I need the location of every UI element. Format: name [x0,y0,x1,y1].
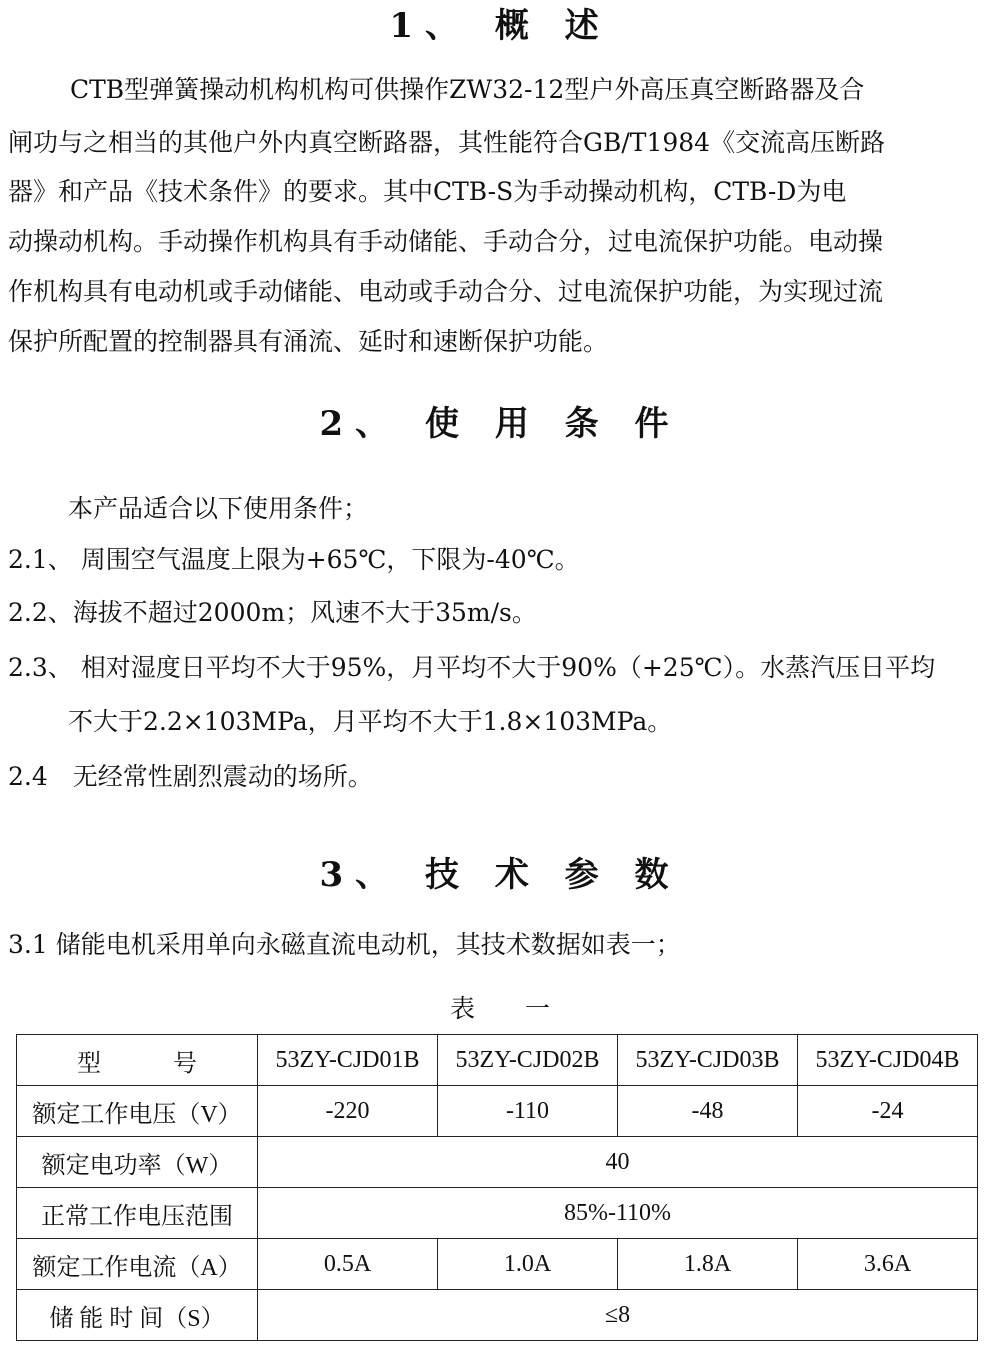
voltage-cell: -24 [798,1086,978,1137]
model-cell: 53ZY-CJD02B [438,1035,618,1086]
overview-line-3: 器》和产品《技术条件》的要求。其中CTB-S为手动操动机构，CTB-D为电 [8,177,847,206]
table-row [17,1239,978,1290]
model-cell: 53ZY-CJD01B [258,1035,438,1086]
condition-2-1: 2.1、 周围空气温度上限为+65℃，下限为-40℃。 [8,545,580,574]
conditions-intro: 本产品适合以下使用条件； [68,494,369,523]
time-cell: ≤8 [258,1290,978,1341]
condition-2-3-cont: 不大于2.2×103MPa，月平均不大于1.8×103MPa。 [68,707,673,736]
condition-2-3: 2.3、 相对湿度日平均不大于95%，月平均不大于90%（+25℃）。水蒸汽压日平均 [8,653,936,682]
model-cell: 53ZY-CJD03B [618,1035,798,1086]
current-cell: 1.0A [438,1239,618,1290]
current-cell: 3.6A [798,1239,978,1290]
table-row [17,1137,978,1188]
table-row [17,1188,978,1239]
range-label: 正常工作电压范围 [17,1188,258,1239]
table-row [17,1290,978,1341]
power-cell: 40 [258,1137,978,1188]
section-title-conditions: 2、 使 用 条 件 [319,404,681,444]
table-caption: 表 一 [449,994,550,1023]
model-cell: 53ZY-CJD04B [798,1035,978,1086]
current-cell: 1.8A [618,1239,798,1290]
voltage-label: 额定工作电压（V） [17,1086,258,1137]
power-label: 额定电功率（W） [17,1137,258,1188]
voltage-cell: -220 [258,1086,438,1137]
overview-line-1: CTB型弹簧操动机构机构可供操作ZW32-12型户外高压真空断路器及合 [70,75,865,104]
table-row [17,1035,978,1086]
section-title-overview: 1、 概 述 [389,6,611,46]
condition-2-4: 2.4 无经常性剧烈震动的场所。 [8,762,373,791]
section-title-tech: 3、 技 术 参 数 [319,855,681,895]
current-cell: 0.5A [258,1239,438,1290]
voltage-cell: -110 [438,1086,618,1137]
overview-line-5: 作机构具有电动机或手动储能、电动或手动合分、过电流保护功能，为实现过流 [8,277,884,306]
overview-line-6: 保护所配置的控制器具有涌流、延时和速断保护功能。 [8,327,609,356]
overview-line-4: 动操动机构。手动操作机构具有手动储能、手动合分，过电流保护功能。电动操 [8,227,884,256]
overview-line-2: 闸功与之相当的其他户外内真空断路器，其性能符合GB/T1984《交流高压断路 [8,128,886,157]
condition-2-2: 2.2、海拔不超过2000m；风速不大于35m/s。 [8,598,537,627]
motor-spec-table [16,1034,978,1341]
model-label: 型 号 [17,1035,258,1086]
range-cell: 85%-110% [258,1188,978,1239]
current-label: 额定工作电流（A） [17,1239,258,1290]
table-row [17,1086,978,1137]
time-label: 储 能 时 间（S） [17,1290,258,1341]
tech-intro: 3.1 储能电机采用单向永磁直流电动机，其技术数据如表一； [8,930,681,959]
voltage-cell: -48 [618,1086,798,1137]
